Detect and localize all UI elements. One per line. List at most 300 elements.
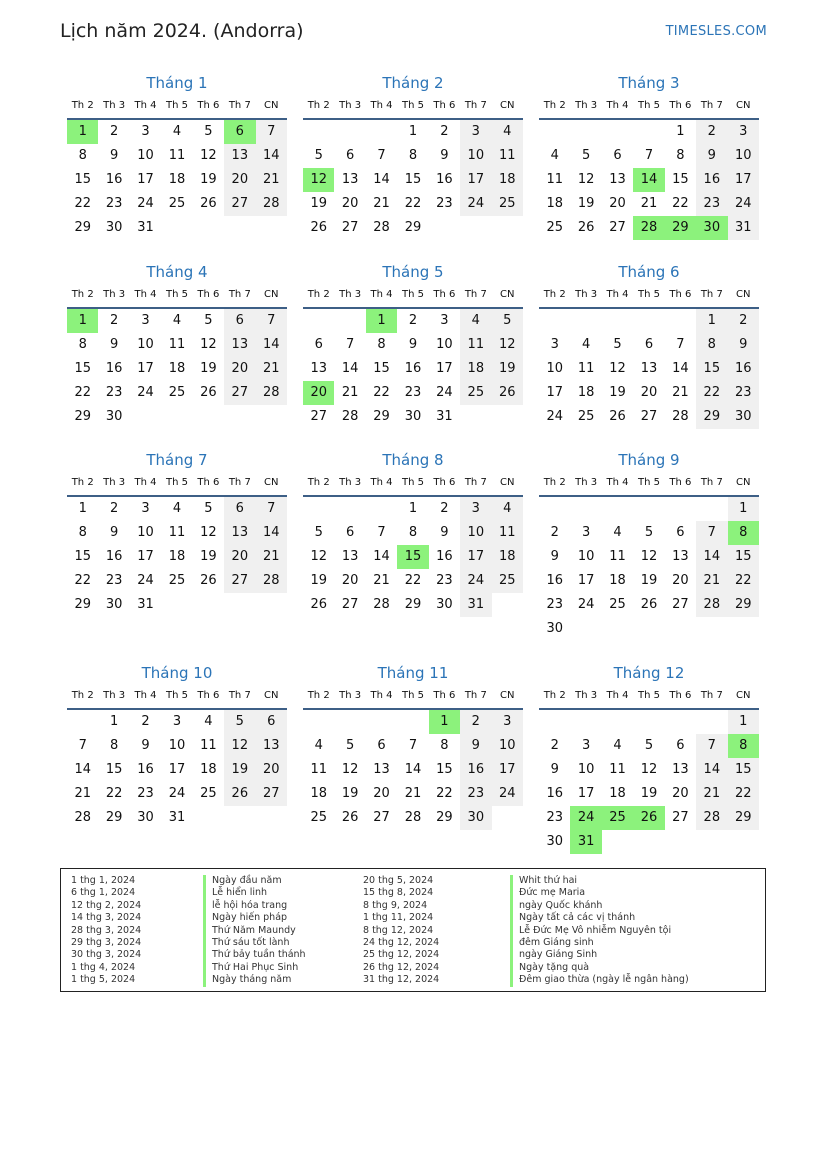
day-cell: 28 xyxy=(696,593,727,617)
legend-holiday-name: Lễ Đức Mẹ Vô nhiễm Nguyên tội xyxy=(510,925,689,937)
weekday-label: Th 3 xyxy=(339,289,362,300)
day-cell: 19 xyxy=(200,549,217,564)
day-cell: 22 xyxy=(404,196,422,211)
day-cell: 17 xyxy=(492,758,523,782)
week-row xyxy=(67,333,287,357)
day-cell: 10 xyxy=(436,337,453,352)
weekday-label: Th 6 xyxy=(197,100,220,111)
empty-cell xyxy=(492,405,523,429)
day-cell: 29 xyxy=(404,220,422,235)
day-cell: 18 xyxy=(168,172,186,187)
month-block xyxy=(539,662,759,854)
day-cell: 17 xyxy=(546,385,563,400)
day-cell: 26 xyxy=(200,196,217,211)
day-cell: 21 xyxy=(256,168,287,192)
day-cell: 8 xyxy=(408,148,418,163)
day-cell: 14 xyxy=(373,172,390,187)
day-grid xyxy=(303,710,523,830)
weekday-label: Th 7 xyxy=(228,690,251,701)
weekday-label: Th 3 xyxy=(103,690,126,701)
weekday-label: Th 3 xyxy=(575,289,598,300)
day-cell: 1 xyxy=(676,124,685,139)
day-cell: 8 xyxy=(78,337,87,352)
weekday-header xyxy=(539,686,759,710)
day-cell: 19 xyxy=(200,172,217,187)
week-row xyxy=(67,806,287,830)
week-row xyxy=(67,569,287,593)
weekday-label: Th 6 xyxy=(197,690,220,701)
day-cell: 1 xyxy=(728,497,759,521)
day-cell: 26 xyxy=(310,220,327,235)
weekday-label: Th 3 xyxy=(103,477,126,488)
empty-cell xyxy=(602,309,633,333)
empty-cell xyxy=(460,405,491,429)
day-cell: 2 xyxy=(408,313,418,328)
day-cell: 30 xyxy=(436,597,453,612)
empty-cell xyxy=(161,593,192,617)
empty-cell xyxy=(366,497,397,521)
day-cell: 19 xyxy=(310,196,327,211)
legend-date: 30 thg 3, 2024 xyxy=(71,949,142,961)
day-cell: 6 xyxy=(613,148,622,163)
day-cell: 29 xyxy=(728,806,759,830)
day-cell: 27 xyxy=(224,381,255,405)
day-cell: 24 xyxy=(168,786,186,801)
month-block xyxy=(303,72,523,240)
day-cell: 23 xyxy=(460,782,491,806)
weekday-label: Th 2 xyxy=(71,100,94,111)
day-cell: 17 xyxy=(577,786,595,801)
weekday-header xyxy=(539,285,759,309)
day-cell: 8 xyxy=(676,148,685,163)
day-cell: 16 xyxy=(696,168,727,192)
day-cell: 25 xyxy=(546,220,563,235)
legend-holiday-name: Đêm giao thừa (ngày lễ ngân hàng) xyxy=(510,974,689,986)
weekday-label: Th 3 xyxy=(575,100,598,111)
empty-cell xyxy=(696,497,727,521)
weekday-header xyxy=(303,285,523,309)
day-cell: 3 xyxy=(141,501,150,516)
day-cell: 12 xyxy=(609,361,626,376)
day-cell: 14 xyxy=(256,333,287,357)
day-cell: 17 xyxy=(577,573,595,588)
day-cell: 25 xyxy=(460,381,491,405)
day-cell: 17 xyxy=(460,545,491,569)
day-cell: 19 xyxy=(577,196,595,211)
empty-cell xyxy=(539,710,570,734)
day-cell: 15 xyxy=(728,758,759,782)
day-cell: 11 xyxy=(460,333,491,357)
day-cell: 1 xyxy=(366,309,397,333)
day-cell: 13 xyxy=(672,549,689,564)
day-cell: 25 xyxy=(492,192,523,216)
day-grid xyxy=(303,120,523,240)
week-row xyxy=(303,192,523,216)
day-cell: 2 xyxy=(109,501,119,516)
weekday-header xyxy=(303,686,523,710)
empty-cell xyxy=(303,309,334,333)
day-cell: 8 xyxy=(109,738,119,753)
day-cell: 28 xyxy=(256,569,287,593)
day-cell: 8 xyxy=(728,521,759,545)
day-cell: 27 xyxy=(373,810,390,825)
day-cell: 13 xyxy=(640,361,658,376)
legend-holiday-name: Whit thứ hai xyxy=(510,875,689,887)
month-title: Tháng 8 xyxy=(382,451,444,469)
empty-cell xyxy=(256,593,287,617)
day-cell: 9 xyxy=(109,148,119,163)
week-row xyxy=(303,120,523,144)
weekday-label: Th 5 xyxy=(165,289,188,300)
day-cell: 9 xyxy=(728,333,759,357)
weekday-label: Th 4 xyxy=(606,477,629,488)
day-cell: 5 xyxy=(204,501,213,516)
empty-cell xyxy=(161,405,192,429)
legend-holiday-name: Thứ Hai Phục Sinh xyxy=(203,962,306,974)
day-cell: 3 xyxy=(581,738,591,753)
legend-dates-column xyxy=(363,875,439,987)
day-cell: 2 xyxy=(550,525,559,540)
day-cell: 29 xyxy=(404,597,422,612)
month-block xyxy=(303,261,523,429)
week-row xyxy=(539,497,759,521)
day-cell: 21 xyxy=(404,786,422,801)
day-cell: 10 xyxy=(137,525,154,540)
week-row xyxy=(303,521,523,545)
month-title: Tháng 9 xyxy=(618,451,680,469)
day-cell: 14 xyxy=(404,762,422,777)
legend-dates-column xyxy=(71,875,141,987)
day-cell: 7 xyxy=(345,337,355,352)
day-cell: 27 xyxy=(672,597,689,612)
week-row xyxy=(67,381,287,405)
weekday-label: Th 7 xyxy=(464,289,487,300)
month-block xyxy=(67,72,287,240)
day-cell: 16 xyxy=(436,172,453,187)
day-cell: 24 xyxy=(436,385,453,400)
day-cell: 7 xyxy=(377,525,386,540)
empty-cell xyxy=(460,216,491,240)
week-row xyxy=(539,758,759,782)
week-row xyxy=(67,309,287,333)
weekday-label: Th 2 xyxy=(543,690,566,701)
week-row xyxy=(303,806,523,830)
day-grid xyxy=(539,497,759,641)
legend-date: 20 thg 5, 2024 xyxy=(363,875,434,886)
empty-cell xyxy=(303,497,334,521)
weekday-label: CN xyxy=(736,477,751,488)
day-cell: 24 xyxy=(460,192,491,216)
day-cell: 22 xyxy=(436,786,453,801)
empty-cell xyxy=(193,593,224,617)
day-cell: 7 xyxy=(644,148,654,163)
day-cell: 3 xyxy=(440,313,449,328)
day-cell: 26 xyxy=(224,782,255,806)
day-cell: 30 xyxy=(137,810,154,825)
day-cell: 28 xyxy=(404,810,422,825)
weekday-header xyxy=(67,285,287,309)
legend-holiday-name: Đức mẹ Maria xyxy=(510,887,689,899)
empty-cell xyxy=(602,830,633,854)
weekday-label: Th 3 xyxy=(339,100,362,111)
empty-cell xyxy=(665,309,696,333)
week-row xyxy=(539,734,759,758)
day-cell: 20 xyxy=(672,786,689,801)
weekday-label: Th 7 xyxy=(464,690,487,701)
day-cell: 8 xyxy=(377,337,386,352)
holiday-legend xyxy=(60,868,766,992)
day-cell: 10 xyxy=(728,144,759,168)
weekday-label: Th 5 xyxy=(165,477,188,488)
empty-cell xyxy=(492,806,523,830)
day-cell: 23 xyxy=(696,192,727,216)
day-cell: 25 xyxy=(602,806,633,830)
week-row xyxy=(303,144,523,168)
day-grid xyxy=(539,120,759,240)
weekday-header xyxy=(303,473,523,497)
week-row xyxy=(67,545,287,569)
day-cell: 12 xyxy=(577,172,595,187)
day-cell: 30 xyxy=(696,216,727,240)
legend-date: 1 thg 1, 2024 xyxy=(71,875,136,886)
day-cell: 22 xyxy=(74,573,91,588)
weekday-label: Th 4 xyxy=(370,690,393,701)
empty-cell xyxy=(696,617,727,641)
day-cell: 10 xyxy=(137,337,154,352)
weekday-label: Th 7 xyxy=(700,100,723,111)
day-cell: 24 xyxy=(137,385,154,400)
day-cell: 25 xyxy=(310,810,327,825)
week-row xyxy=(303,216,523,240)
day-cell: 2 xyxy=(728,309,759,333)
week-row xyxy=(539,710,759,734)
day-cell: 14 xyxy=(256,521,287,545)
day-cell: 27 xyxy=(310,409,327,424)
day-cell: 22 xyxy=(404,573,422,588)
week-row xyxy=(303,497,523,521)
weekday-label: Th 5 xyxy=(401,477,424,488)
day-cell: 7 xyxy=(78,738,87,753)
day-cell: 5 xyxy=(613,337,622,352)
brand-link[interactable]: TIMESLES.COM xyxy=(665,24,767,39)
day-cell: 15 xyxy=(105,762,123,777)
week-row xyxy=(67,357,287,381)
day-cell: 26 xyxy=(577,220,595,235)
day-cell: 20 xyxy=(303,381,334,405)
day-cell: 17 xyxy=(137,172,154,187)
day-cell: 6 xyxy=(314,337,323,352)
week-row xyxy=(539,309,759,333)
weekday-label: Th 2 xyxy=(307,289,330,300)
empty-cell xyxy=(161,216,192,240)
day-cell: 17 xyxy=(137,361,154,376)
week-row xyxy=(539,216,759,240)
day-cell: 1 xyxy=(67,120,98,144)
day-cell: 26 xyxy=(640,597,658,612)
day-cell: 20 xyxy=(672,573,689,588)
day-cell: 9 xyxy=(460,734,491,758)
weekday-label: CN xyxy=(264,477,279,488)
day-cell: 10 xyxy=(168,738,186,753)
day-grid xyxy=(67,120,287,240)
empty-cell xyxy=(602,710,633,734)
weekday-label: Th 2 xyxy=(307,477,330,488)
week-row xyxy=(539,569,759,593)
empty-cell xyxy=(665,617,696,641)
day-cell: 15 xyxy=(373,361,390,376)
day-cell: 8 xyxy=(440,738,449,753)
weekday-label: Th 5 xyxy=(165,100,188,111)
week-row xyxy=(67,521,287,545)
day-grid xyxy=(303,309,523,429)
empty-cell xyxy=(492,593,523,617)
day-cell: 4 xyxy=(172,501,182,516)
empty-cell xyxy=(633,710,664,734)
week-row xyxy=(67,497,287,521)
weekday-label: Th 3 xyxy=(339,690,362,701)
weekday-label: Th 7 xyxy=(228,477,251,488)
day-grid xyxy=(67,710,287,830)
day-cell: 4 xyxy=(492,120,523,144)
weekday-label: CN xyxy=(264,289,279,300)
day-cell: 14 xyxy=(696,545,727,569)
day-cell: 4 xyxy=(613,738,622,753)
legend-date: 1 thg 5, 2024 xyxy=(71,974,136,986)
day-cell: 24 xyxy=(137,573,154,588)
day-cell: 7 xyxy=(696,734,727,758)
day-cell: 29 xyxy=(74,597,91,612)
day-cell: 22 xyxy=(74,196,91,211)
month-title: Tháng 1 xyxy=(146,74,208,92)
day-cell: 9 xyxy=(109,525,119,540)
day-cell: 8 xyxy=(696,333,727,357)
day-cell: 17 xyxy=(168,762,186,777)
empty-cell xyxy=(224,405,255,429)
day-cell: 17 xyxy=(436,361,453,376)
empty-cell xyxy=(366,710,397,734)
day-cell: 23 xyxy=(546,597,563,612)
weekday-label: CN xyxy=(264,100,279,111)
day-cell: 30 xyxy=(404,409,422,424)
day-cell: 31 xyxy=(460,593,491,617)
day-cell: 20 xyxy=(224,168,255,192)
weekday-label: Th 6 xyxy=(669,100,692,111)
month-title: Tháng 11 xyxy=(377,664,449,682)
weekday-label: Th 2 xyxy=(307,690,330,701)
weekday-label: Th 5 xyxy=(637,477,660,488)
weekday-label: Th 6 xyxy=(433,690,456,701)
empty-cell xyxy=(303,710,334,734)
day-cell: 19 xyxy=(200,361,217,376)
day-cell: 27 xyxy=(640,409,658,424)
day-cell: 29 xyxy=(105,810,123,825)
day-cell: 6 xyxy=(224,120,255,144)
week-row xyxy=(303,309,523,333)
day-cell: 6 xyxy=(224,497,255,521)
day-cell: 6 xyxy=(224,309,255,333)
weekday-label: Th 2 xyxy=(71,289,94,300)
day-cell: 2 xyxy=(141,714,150,729)
empty-cell xyxy=(130,405,161,429)
empty-cell xyxy=(539,497,570,521)
day-cell: 20 xyxy=(341,573,359,588)
day-cell: 19 xyxy=(640,786,658,801)
day-cell: 10 xyxy=(546,361,563,376)
day-cell: 25 xyxy=(609,597,626,612)
legend-holiday-name: Thứ sáu tốt lành xyxy=(203,937,306,949)
day-cell: 2 xyxy=(696,120,727,144)
day-cell: 5 xyxy=(345,738,355,753)
day-cell: 26 xyxy=(310,597,327,612)
day-cell: 25 xyxy=(200,786,217,801)
legend-date: 1 thg 4, 2024 xyxy=(71,961,136,973)
day-cell: 30 xyxy=(728,405,759,429)
day-cell: 7 xyxy=(377,148,386,163)
day-cell: 18 xyxy=(609,786,626,801)
day-cell: 14 xyxy=(256,144,287,168)
day-cell: 18 xyxy=(492,545,523,569)
weekday-label: Th 4 xyxy=(134,100,157,111)
weekday-header xyxy=(303,96,523,120)
day-cell: 21 xyxy=(696,569,727,593)
week-row xyxy=(67,168,287,192)
day-cell: 13 xyxy=(609,172,626,187)
day-cell: 4 xyxy=(550,148,559,163)
week-row xyxy=(67,216,287,240)
day-cell: 26 xyxy=(200,573,217,588)
legend-holiday-name: Ngày hiến pháp xyxy=(203,912,306,924)
day-cell: 30 xyxy=(546,621,563,636)
legend-date: 25 thg 12, 2024 xyxy=(363,949,440,961)
day-cell: 16 xyxy=(546,573,563,588)
weekday-label: Th 4 xyxy=(370,289,393,300)
empty-cell xyxy=(665,710,696,734)
day-cell: 13 xyxy=(672,762,689,777)
empty-cell xyxy=(633,309,664,333)
day-cell: 14 xyxy=(373,549,390,564)
day-cell: 11 xyxy=(609,762,626,777)
day-cell: 11 xyxy=(492,144,523,168)
day-cell: 29 xyxy=(696,405,727,429)
day-cell: 9 xyxy=(550,549,559,564)
weekday-label: Th 3 xyxy=(103,100,126,111)
day-cell: 12 xyxy=(492,333,523,357)
weekday-label: CN xyxy=(736,690,751,701)
day-cell: 3 xyxy=(460,497,491,521)
day-cell: 17 xyxy=(728,168,759,192)
day-cell: 22 xyxy=(373,385,390,400)
day-cell: 13 xyxy=(341,549,359,564)
day-cell: 4 xyxy=(172,124,182,139)
day-cell: 15 xyxy=(672,172,689,187)
weekday-label: Th 2 xyxy=(543,289,566,300)
day-cell: 25 xyxy=(577,409,595,424)
weekday-label: Th 6 xyxy=(669,477,692,488)
day-cell: 28 xyxy=(373,597,390,612)
day-cell: 11 xyxy=(577,361,595,376)
day-cell: 25 xyxy=(168,573,186,588)
weekday-label: Th 7 xyxy=(228,100,251,111)
day-cell: 1 xyxy=(67,309,98,333)
day-cell: 8 xyxy=(78,525,87,540)
empty-cell xyxy=(728,617,759,641)
weekday-header xyxy=(539,96,759,120)
day-cell: 23 xyxy=(436,573,453,588)
week-row xyxy=(303,357,523,381)
day-cell: 27 xyxy=(672,810,689,825)
weekday-label: Th 2 xyxy=(307,100,330,111)
day-cell: 31 xyxy=(436,409,453,424)
